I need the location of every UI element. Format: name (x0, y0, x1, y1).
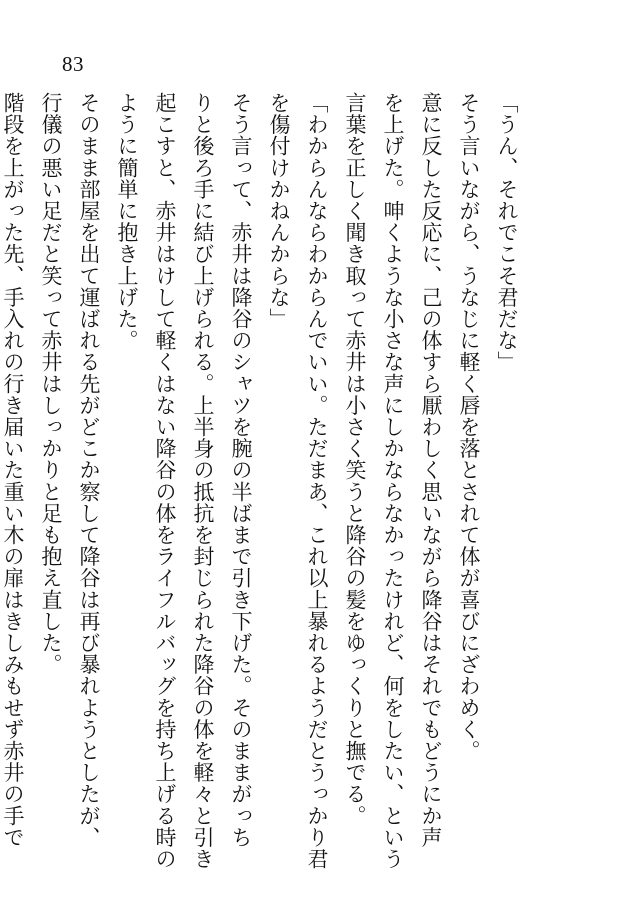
text-line: を上げた。呻くような小さな声にしかならなかったけれど、何をしたい、という (381, 92, 405, 870)
text-line: そう言いながら、うなじに軽く唇を落とされて体が喜びにざわめく。 (457, 92, 481, 762)
text-line: 「うん、それでこそ君だな」 (495, 92, 519, 373)
text-line: 起こすと、赤井はけして軽くはない降谷の体をライフルバッグを持ち上げる時の (153, 92, 177, 870)
text-line: 「わからんならわからんでいい。ただまあ、これ以上暴れるようだとうっかり君 (305, 92, 329, 870)
text-line: そう言って、赤井は降谷のシャツを腕の半ばまで引き下げた。そのままがっち (229, 92, 253, 848)
text-line: ように簡単に抱き上げた。 (115, 92, 139, 352)
text-line: 階段を上がった先、手入れの行き届いた重い木の扉はきしみもせず赤井の手で (1, 92, 25, 848)
text-line: りと後ろ手に結び上げられる。上半身の抵抗を封じられた降谷の体を軽々と引き (191, 92, 215, 870)
text-line: を傷付けかねんからな」 (267, 92, 291, 330)
text-line: 行儀の悪い足だと笑って赤井はしっかりと足も抱え直した。 (39, 92, 63, 676)
text-line: 言葉を正しく聞き取って赤井は小さく笑うと降谷の髪をゆっくりと撫でる。 (343, 92, 367, 827)
page-number: 83 (62, 52, 84, 76)
text-line: そのまま部屋を出て運ばれる先がどこか察して降谷は再び暴れようとしたが、 (77, 92, 101, 848)
text-line: 意に反した反応に、己の体すら厭わしく思いながら降谷はそれでもどうにか声 (419, 92, 443, 848)
body-text (1, 92, 526, 870)
